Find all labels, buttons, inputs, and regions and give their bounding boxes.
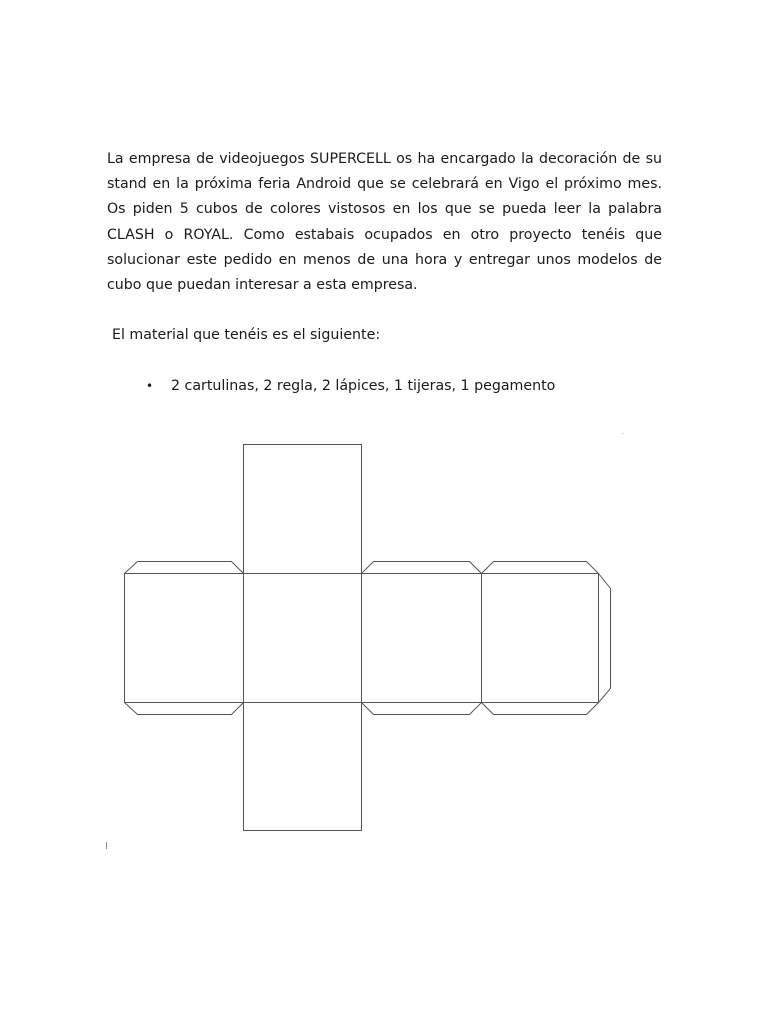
material-item-text: 2 cartulinas, 2 regla, 2 lápices, 1 tijeras, 1 pegamento	[171, 378, 556, 394]
back-side-tab	[599, 574, 611, 703]
center-face	[244, 574, 362, 703]
cube-net-lines	[125, 445, 611, 831]
bullet-icon: •	[146, 379, 154, 393]
bottom-face	[244, 703, 362, 831]
back-top-tab	[482, 562, 599, 574]
intro-paragraph: La empresa de videojuegos SUPERCELL os ha encargado la decoración de su stand en la próxima feria Android que se celebrará en Vigo el próximo mes. Os piden 5 cubos de colores vistosos en los que se pueda leer la palabra CLASH o ROYAL. Como estabais ocupados en otro proyecto tenéis que solucionar este pedido en menos de una hora y entregar unos modelos de cubo que puedan interesar a esta empresa.	[107, 151, 662, 294]
top-face	[244, 445, 362, 574]
left-face	[125, 574, 244, 703]
right-bottom-tab	[362, 703, 482, 715]
left-bottom-tab	[125, 703, 244, 715]
left-top-tab	[125, 562, 244, 574]
back-face	[482, 574, 599, 703]
stray-mark	[106, 842, 107, 849]
right-face	[362, 574, 482, 703]
stray-dot	[623, 433, 624, 434]
back-bottom-tab	[482, 703, 599, 715]
material-intro: El material que tenéis es el siguiente:	[112, 327, 381, 343]
right-top-tab	[362, 562, 482, 574]
